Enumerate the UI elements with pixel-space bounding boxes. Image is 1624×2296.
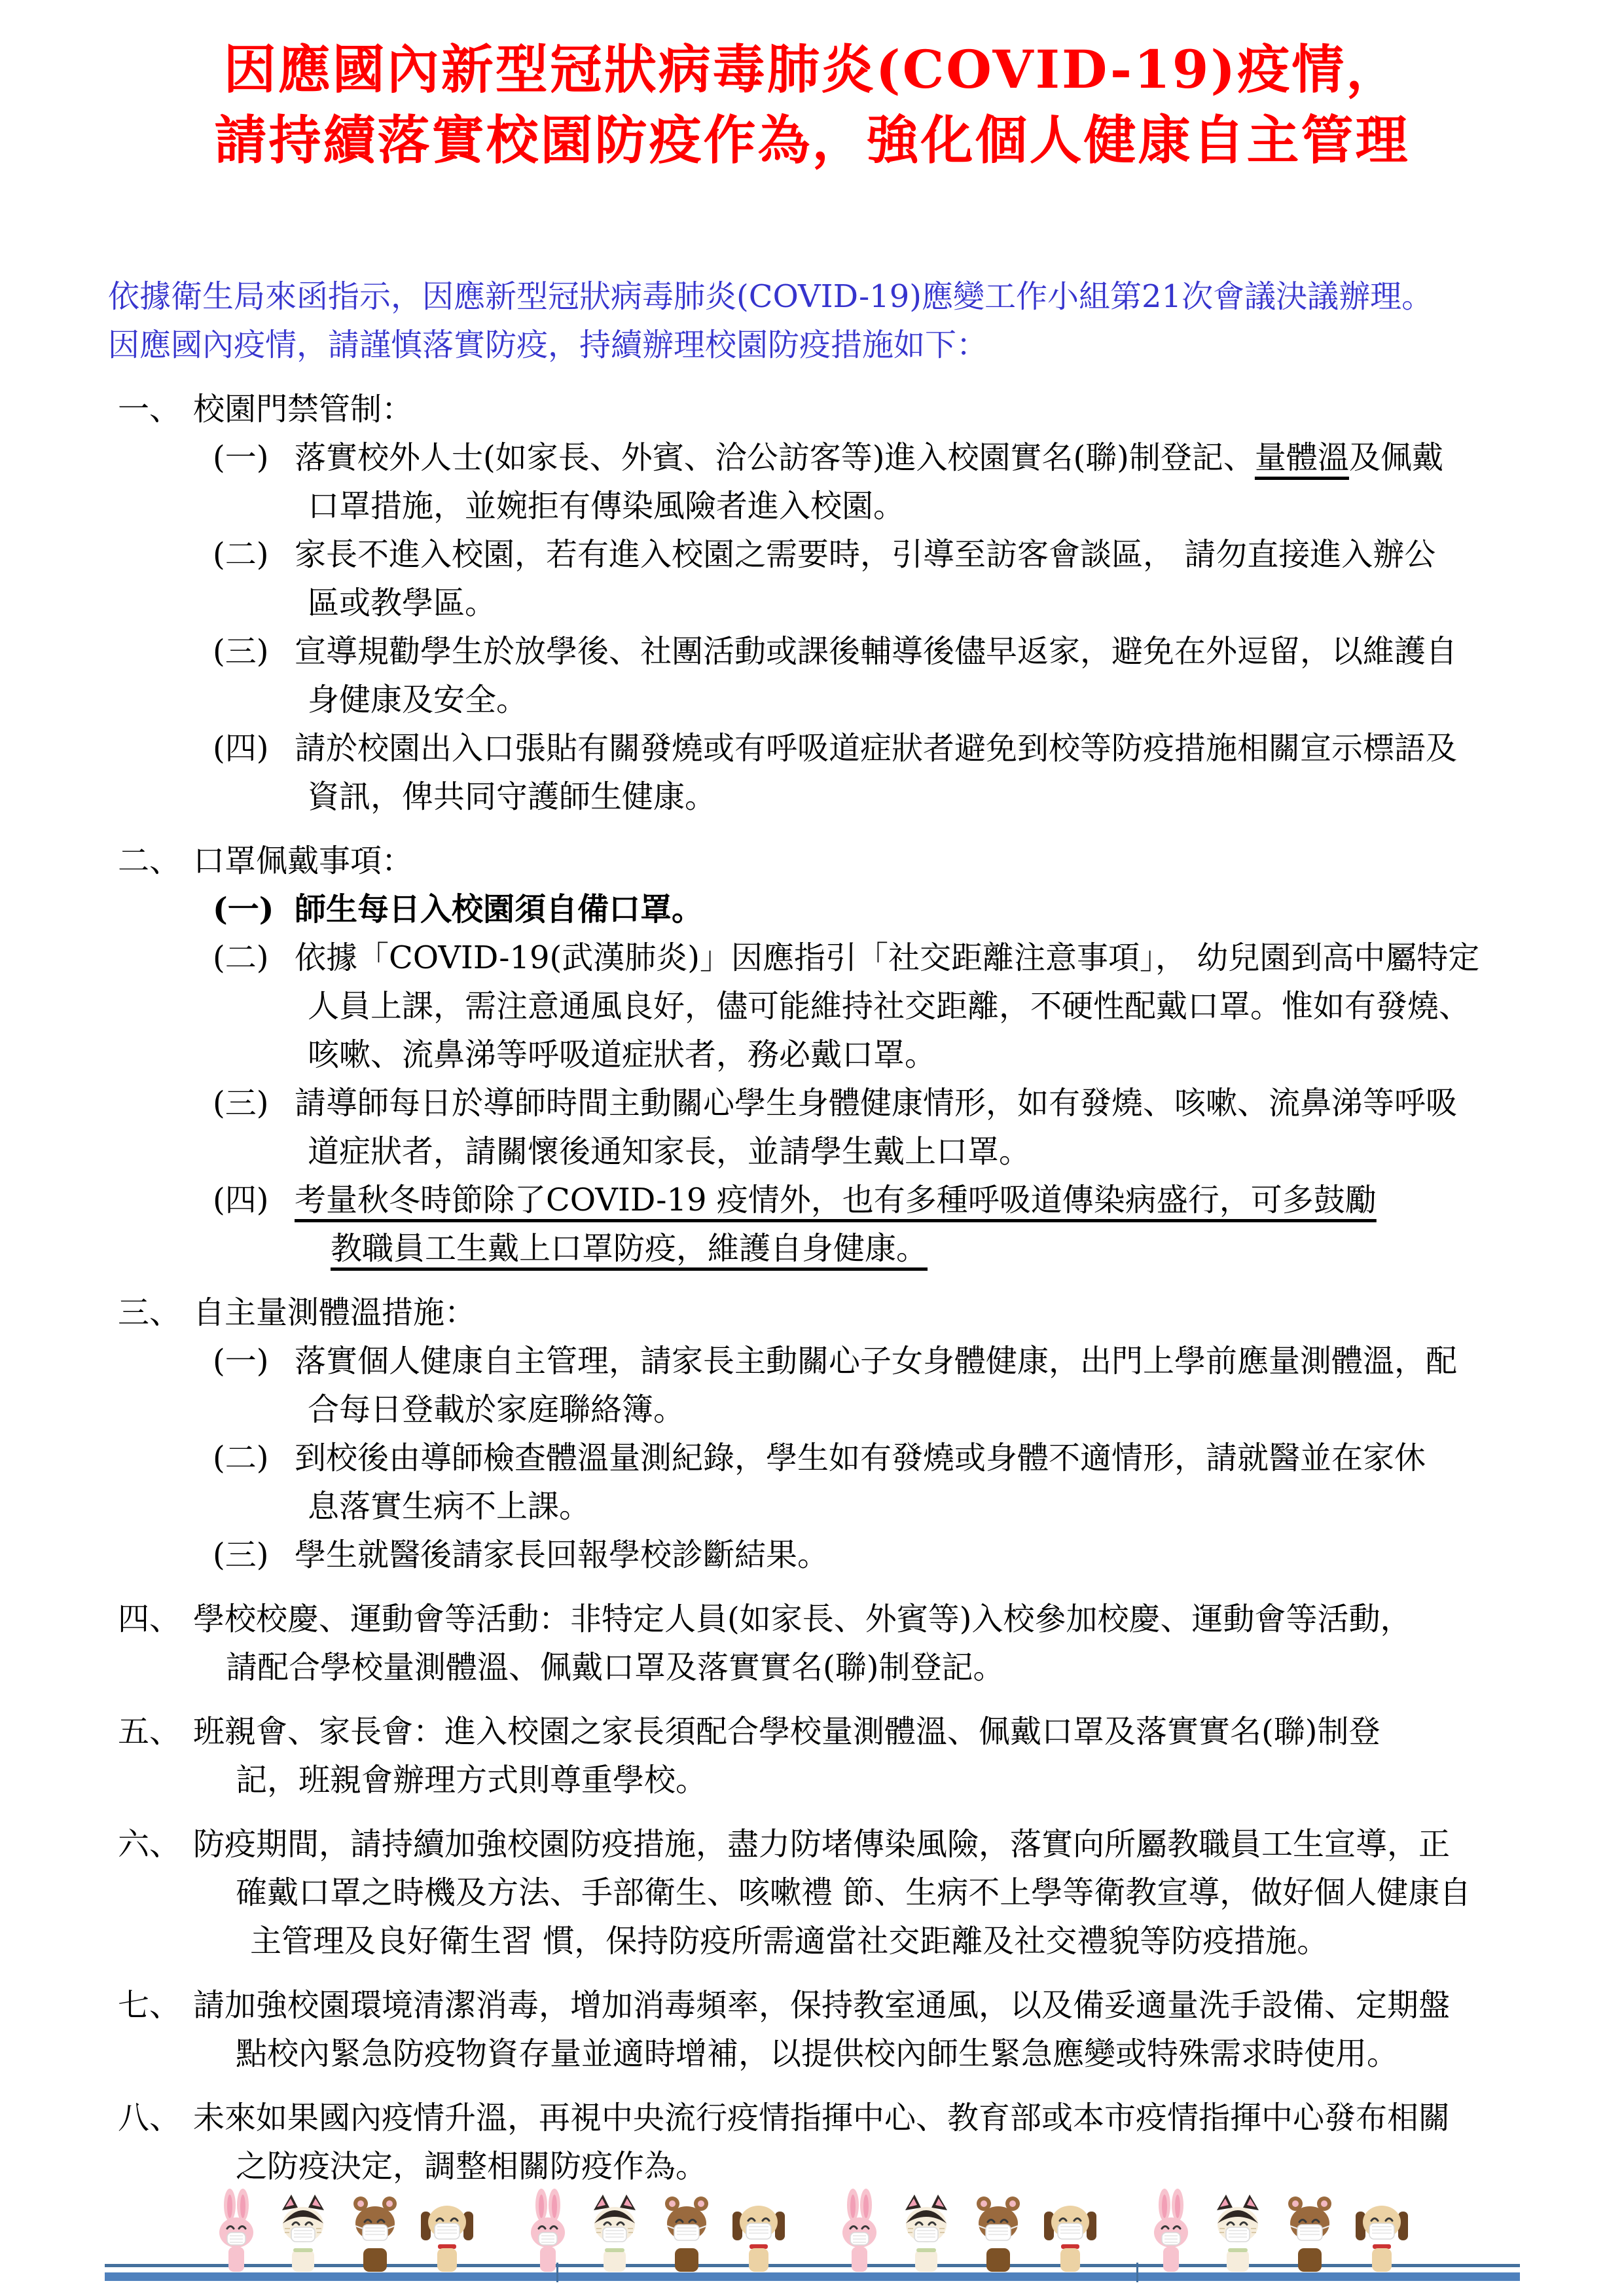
text-line: [0, 1917, 1624, 1965]
dog-icon: [1039, 2195, 1102, 2272]
text-segment: 落實校外人士(如家長、外賓、洽公訪客等)進入校園實名(聯)制登記、: [295, 439, 1255, 476]
list-marker: (一): [213, 1343, 269, 1379]
text-line: [0, 530, 1624, 579]
list-marker: (四): [213, 730, 269, 767]
text-segment: 請於校園出入口張貼有關發燒或有呼吸道症狀者避免到校等防疫措施相關宣示標語及: [295, 730, 1458, 767]
text-line: [0, 1531, 1624, 1579]
text-line: [0, 579, 1624, 627]
text-line: [0, 321, 1624, 369]
text-segment: 及佩戴: [1348, 439, 1443, 476]
text-line: [0, 1079, 1624, 1127]
text-segment: 落實個人健康自主管理，請家長主動關心子女身體健康，出門上學前應量測體溫，配: [295, 1343, 1458, 1379]
text-segment: 班親會、家長會：進入校園之家長須配合學校量測體溫、佩戴口罩及落實實名(聯)制登: [193, 1713, 1380, 1750]
list-marker: (二): [213, 536, 269, 573]
text-segment: 請加強校園環境清潔消毒，增加消毒頻率，保持教室通風，以及備妥適量洗手設備、定期盤: [193, 1987, 1451, 2024]
text-line: [0, 1595, 1624, 1643]
text-segment: 咳嗽、流鼻涕等呼吸道症狀者，務必戴口罩。: [308, 1036, 937, 1073]
animal-group: [518, 2188, 795, 2272]
text-line: [0, 885, 1624, 934]
text-segment: 到校後由導師檢查體溫量測紀錄，學生如有發燒或身體不適情形，請就醫並在家休: [295, 1440, 1426, 1476]
text-segment: 人員上課，需注意通風良好，儘可能維持社交距離，不硬性配戴口罩。惟如有發燒、: [308, 988, 1471, 1025]
list-marker: (一): [213, 891, 274, 928]
bear-icon: [657, 2195, 717, 2272]
text-segment: 依據「COVID-19(武漢肺炎)」因應指引「社交距離注意事項」， 幼兒園到高中屬特定: [295, 939, 1480, 976]
bear-icon: [345, 2195, 405, 2272]
text-segment: 區或教學區。: [308, 585, 497, 621]
text-segment: 依據衛生局來函指示，因應新型冠狀病毒肺炎(COVID-19)應變工作小組第21次會議決議辦理。: [108, 278, 1434, 315]
text-segment: 資訊，俾共同守護師生健康。: [308, 778, 717, 815]
text-line: [0, 1868, 1624, 1917]
bunny-icon: [835, 2188, 884, 2272]
list-marker: 六、: [118, 1826, 181, 1863]
animal-border: [0, 2188, 1624, 2272]
cat-icon: [1206, 2193, 1269, 2272]
text-segment: 家長不進入校園，若有進入校園之需要時，引導至訪客會談區， 請勿直接進入辦公: [295, 536, 1436, 573]
footer-border-seam: [1136, 2263, 1138, 2282]
text-segment: 息落實生病不上課。: [308, 1488, 591, 1525]
list-marker: 七、: [118, 1987, 181, 2024]
list-marker: (四): [213, 1182, 269, 1218]
bunny-icon: [523, 2188, 573, 2272]
dog-icon: [727, 2195, 790, 2272]
text-line: [0, 1224, 1624, 1273]
dog-icon: [1350, 2195, 1413, 2272]
document-body: [0, 272, 1624, 2191]
list-marker: 三、: [118, 1294, 181, 1331]
list-marker: 二、: [118, 843, 181, 879]
animal-group: [1141, 2188, 1418, 2272]
text-line: [0, 1030, 1624, 1079]
text-segment: 點校內緊急防疫物資存量並適時增補，以提供校內師生緊急應變或特殊需求時使用。: [236, 2035, 1399, 2072]
text-line: [0, 433, 1624, 482]
text-line: [0, 1756, 1624, 1804]
list-marker: 五、: [118, 1713, 181, 1750]
text-line: [0, 676, 1624, 724]
footer-border-line-thick: [105, 2272, 1520, 2281]
list-marker: (一): [213, 439, 269, 476]
document-title-line-2: 請持續落實校園防疫作為，強化個人健康自主管理: [214, 109, 1410, 171]
text-line: [0, 1981, 1624, 2030]
text-line: [0, 272, 1624, 321]
text-line: [0, 982, 1624, 1030]
text-line: [0, 1385, 1624, 1434]
bunny-icon: [1146, 2188, 1196, 2272]
text-segment: 學生就醫後請家長回報學校診斷結果。: [295, 1537, 829, 1573]
bear-icon: [968, 2195, 1028, 2272]
text-segment: 未來如果國內疫情升溫，再視中央流行疫情指揮中心、教育部或本市疫情指揮中心發布相關: [193, 2100, 1451, 2136]
text-segment: 請導師每日於導師時間主動關心學生身體健康情形，如有發燒、咳嗽、流鼻涕等呼吸: [295, 1085, 1458, 1121]
list-marker: 四、: [118, 1601, 181, 1637]
text-segment: 道症狀者，請關懷後通知家長，並請學生戴上口罩。: [308, 1133, 1031, 1170]
text-segment: 口罩佩戴事項：: [193, 843, 414, 879]
list-marker: (二): [213, 1440, 269, 1476]
list-marker: (二): [213, 939, 269, 976]
text-line: [0, 724, 1624, 773]
text-line: [0, 1337, 1624, 1385]
text-line: [0, 934, 1624, 982]
text-line: [0, 482, 1624, 530]
document-title: [0, 0, 1624, 175]
dog-icon: [416, 2195, 478, 2272]
text-segment: 確戴口罩之時機及方法、手部衛生、咳嗽禮 節、生病不上學等衛教宣導，做好個人健康自: [236, 1874, 1471, 1911]
text-segment: 請配合學校量測體溫、佩戴口罩及落實實名(聯)制登記。: [226, 1649, 1005, 1686]
animal-group: [829, 2188, 1107, 2272]
list-marker: 一、: [118, 391, 181, 428]
text-line: [0, 385, 1624, 433]
cat-icon: [272, 2193, 334, 2272]
text-line: [0, 627, 1624, 676]
list-marker: (三): [213, 1085, 269, 1121]
animal-group: [206, 2188, 484, 2272]
text-segment: 因應國內疫情，請謹慎落實防疫，持續辦理校園防疫措施如下：: [108, 327, 988, 363]
text-line: [0, 837, 1624, 885]
bunny-icon: [211, 2188, 261, 2272]
bear-icon: [1280, 2195, 1340, 2272]
text-segment: 身健康及安全。: [308, 682, 528, 718]
text-segment: 學校校慶、運動會等活動：非特定人員(如家長、外賓等)入校參加校慶、運動會等活動，: [193, 1601, 1412, 1637]
text-line: [0, 1176, 1624, 1224]
text-line: [0, 2142, 1624, 2191]
text-line: [0, 1288, 1624, 1337]
text-segment: 防疫期間，請持續加強校園防疫措施，盡力防堵傳染風險，落實向所屬教職員工生宣導，正: [193, 1826, 1451, 1863]
text-segment: 口罩措施，並婉拒有傳染風險者進入校園。: [308, 488, 905, 524]
text-line: [0, 1127, 1624, 1176]
text-segment: 主管理及良好衛生習 慣，保持防疫所需適當社交距離及社交禮貌等防疫措施。: [250, 1923, 1329, 1959]
text-segment: 教職員工生戴上口罩防疫，維護自身健康。: [331, 1230, 928, 1267]
list-marker: (三): [213, 1537, 269, 1573]
text-segment: 校園門禁管制：: [193, 391, 414, 428]
text-line: [0, 773, 1624, 821]
text-segment: 師生每日入校園須自備口罩。: [295, 891, 704, 928]
cat-icon: [583, 2193, 646, 2272]
text-line: [0, 2030, 1624, 2078]
cat-icon: [895, 2193, 958, 2272]
text-line: [0, 1482, 1624, 1531]
text-segment: 合每日登載於家庭聯絡簿。: [308, 1391, 685, 1428]
text-line: [0, 1434, 1624, 1482]
text-segment: 之防疫決定，調整相關防疫作為。: [236, 2148, 708, 2185]
list-marker: 八、: [118, 2100, 181, 2136]
list-marker: (三): [213, 633, 269, 670]
text-line: [0, 1707, 1624, 1756]
text-segment: 宣導規勸學生於放學後、社團活動或課後輔導後儘早返家，避免在外逗留，以維護自: [295, 633, 1458, 670]
text-segment: 記，班親會辦理方式則尊重學校。: [236, 1762, 708, 1798]
text-line: [0, 1643, 1624, 1692]
text-segment: 考量秋冬時節除了COVID-19 疫情外，也有多種呼吸道傳染病盛行，可多鼓勵: [295, 1182, 1377, 1218]
text-line: [0, 2094, 1624, 2142]
text-line: [0, 1820, 1624, 1868]
text-segment: 自主量測體溫措施：: [193, 1294, 477, 1331]
document-title-line-1: 因應國內新型冠狀病毒肺炎(COVID-19)疫情，: [223, 39, 1401, 100]
text-segment: 量體溫: [1254, 439, 1349, 476]
footer-border-seam: [556, 2263, 558, 2282]
